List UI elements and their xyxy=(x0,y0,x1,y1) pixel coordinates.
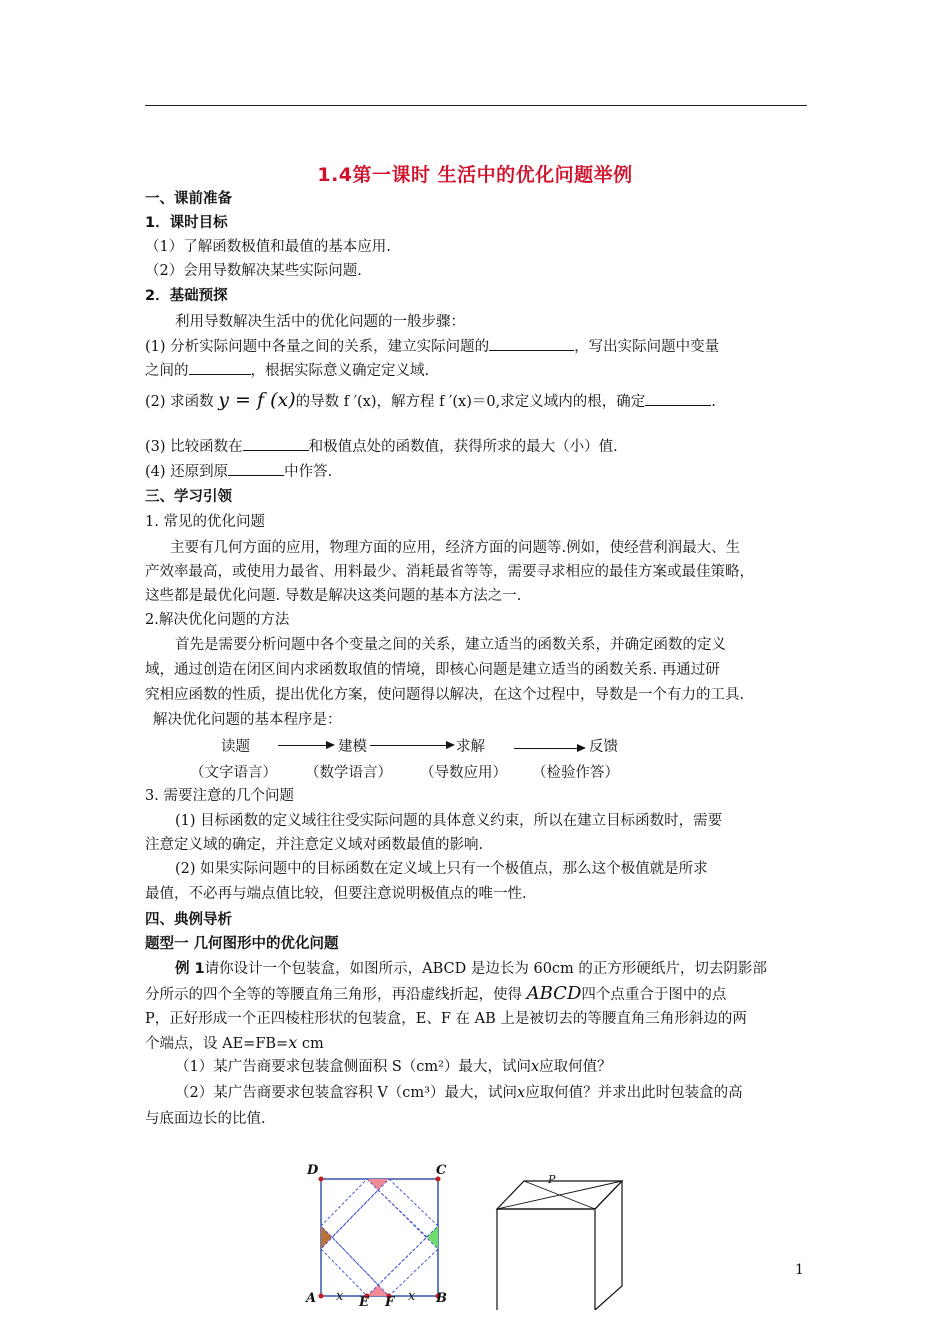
cut-triangle-right xyxy=(427,1226,438,1249)
topic-3-para-2a: (2) 如果实际问题中的目标函数在定义域上只有一个极值点，那么这个极值就是所求 xyxy=(175,861,708,877)
flow-note-3: （导数应用） xyxy=(420,765,507,781)
flow-step-feedback: 反馈 xyxy=(589,739,618,755)
step-2-text-c: . xyxy=(711,394,716,410)
question-2-var: x xyxy=(517,1085,526,1101)
cut-triangle-top xyxy=(367,1179,389,1190)
step-4-text-a: (4) 还原到原 xyxy=(145,464,229,480)
topic-2-para-1: 首先是需要分析问题中各个变量之间的关系，建立适当的函数关系，并确定函数的定义 xyxy=(175,637,726,653)
subsection-goals: 1．课时目标 xyxy=(145,215,228,231)
blank-3 xyxy=(645,392,711,406)
question-2 xyxy=(175,1083,743,1103)
var-x: x xyxy=(288,1033,298,1052)
topic-1-para-1: 主要有几何方面的应用，物理方面的应用，经济方面的问题等.例如，使经营利润最大、生 xyxy=(170,540,741,556)
label-a: A xyxy=(306,1291,317,1306)
flow-note-4: （检验作答） xyxy=(532,765,619,781)
topic-1-para-2: 产效率最高，或使用力最省、用料最少、消耗最省等等，需要寻求相应的最佳方案或最佳策略， xyxy=(145,564,754,580)
topic-3-para-1b: 注意定义域的确定，并注意定义域对函数最值的影响. xyxy=(145,837,484,853)
flow-note-1: （文字语言） xyxy=(190,765,277,781)
question-2-cont: 与底面边长的比值. xyxy=(145,1111,266,1127)
topic-3-heading: 3. 需要注意的几个问题 xyxy=(145,788,294,804)
subsection-preview: 2．基础预探 xyxy=(145,288,228,304)
point-a xyxy=(319,1294,324,1299)
step-1-text-c: 之间的 xyxy=(145,363,189,379)
topic-1-para-3: 这些都是最优化问题. 导数是解决这类问题的基本方法之一. xyxy=(145,588,522,604)
step-3-text-b: 和极值点处的函数值，获得所求的最大（小）值. xyxy=(308,439,618,455)
label-d: D xyxy=(307,1163,319,1178)
step-4-text-b: 中作答. xyxy=(284,464,333,480)
example-label: 例 1 xyxy=(175,961,205,977)
topic-2-para-3: 究相应函数的性质，提出优化方案，使问题得以解决，在这个过程中，导数是一个有力的工具. xyxy=(145,687,745,703)
formula-abcd: ABCD xyxy=(526,983,582,1004)
top-diagonal-2 xyxy=(524,1181,595,1209)
example-text-2a: 分所示的四个全等的等腰直角三角形，再沿虚线折起，使得 xyxy=(145,987,522,1003)
section-heading-4: 四、典例导析 xyxy=(145,912,232,928)
flow-arrow-3 xyxy=(514,748,584,749)
label-b: B xyxy=(436,1291,447,1306)
example-text-2b: 四个点重合于图中的点 xyxy=(581,987,727,1003)
step-2-text-a: (2) 求函数 xyxy=(145,394,214,410)
label-e: E xyxy=(359,1295,369,1310)
step-1-text-d: ，根据实际意义确定定义域. xyxy=(250,363,430,379)
goal-1: （1）了解函数极值和最值的基本应用. xyxy=(145,239,391,255)
section-heading-1: 一、课前准备 xyxy=(145,191,232,207)
example-line-2 xyxy=(145,984,726,1005)
page-number: 1 xyxy=(795,1262,804,1278)
section-heading-3: 三、学习引领 xyxy=(145,489,232,505)
step-3-text-a: (3) 比较函数在 xyxy=(145,439,243,455)
blank-4 xyxy=(243,437,309,451)
goal-2: （2）会用导数解决某些实际问题. xyxy=(145,263,362,279)
question-2-b: 应取何值？并求出此时包装盒的高 xyxy=(525,1085,743,1101)
label-f: F xyxy=(385,1295,395,1310)
question-1-b: 应取何值？ xyxy=(539,1059,612,1075)
example-line-3: P，正好形成一个正四棱柱形状的包装盒，E、F 在 AB 上是被切去的等腰直角三角形斜边的两 xyxy=(145,1011,747,1027)
step-1-text-b: ，写出实际问题中变量 xyxy=(574,339,720,355)
step-1-line-2 xyxy=(145,361,429,381)
question-2-a: （2）某广告商要求包装盒容积 V（cm³）最大，试问 xyxy=(175,1085,517,1101)
step-3-line xyxy=(145,437,618,457)
question-1-a: （1）某广告商要求包装盒侧面积 S（cm²）最大，试问 xyxy=(175,1059,531,1075)
box-figure xyxy=(490,1170,630,1310)
question-1 xyxy=(175,1057,612,1077)
box-side xyxy=(595,1181,622,1310)
topic-2-para-4: 解决优化问题的基本程序是： xyxy=(153,712,342,728)
step-1-text-a: (1) 分析实际问题中各量之间的关系，建立实际问题的 xyxy=(145,339,490,355)
topic-1-heading: 1. 常见的优化问题 xyxy=(145,514,265,530)
flow-note-2: （数学语言） xyxy=(305,765,392,781)
preview-intro: 利用导数解决生活中的优化问题的一般步骤： xyxy=(175,314,465,330)
flow-step-read: 读题 xyxy=(221,739,250,755)
example-text-4a: 个端点，设 AE=FB= xyxy=(145,1036,289,1052)
question-1-var: x xyxy=(530,1059,540,1075)
label-x-left: x xyxy=(336,1289,344,1304)
box-front xyxy=(497,1209,595,1310)
type-1-heading: 题型一 几何图形中的优化问题 xyxy=(145,936,339,952)
step-2-line xyxy=(145,390,716,412)
formula-y-fx: y = f (x) xyxy=(218,389,296,411)
example-text-1: 请你设计一个包装盒，如图所示，ABCD 是边长为 60cm 的正方形硬纸片，切去阴影部 xyxy=(204,961,767,977)
topic-2-heading: 2.解决优化问题的方法 xyxy=(145,612,290,628)
fold-lines xyxy=(321,1179,438,1296)
point-d xyxy=(319,1177,324,1182)
blank-5 xyxy=(228,462,284,476)
cut-triangle-left xyxy=(321,1226,332,1249)
flow-step-solve: 求解 xyxy=(456,739,485,755)
flow-arrow-2 xyxy=(370,745,453,746)
header-rule xyxy=(145,105,807,106)
topic-2-para-2: 域，通过创造在闭区间内求函数取值的情境，即核心问题是建立适当的函数关系. 再通过研 xyxy=(145,662,720,678)
step-4-line xyxy=(145,462,332,482)
flow-arrow-1 xyxy=(278,745,333,746)
example-line-4 xyxy=(145,1033,324,1054)
label-p: P xyxy=(548,1173,556,1186)
blank-1 xyxy=(489,337,574,351)
square-outline xyxy=(321,1179,438,1296)
topic-3-para-2b: 最值，不必再与端点值比较，但要注意说明极值点的唯一性. xyxy=(145,886,527,902)
example-text-4b: cm xyxy=(297,1036,324,1052)
label-x-right: x xyxy=(408,1289,416,1304)
blank-2 xyxy=(189,361,251,375)
label-c: C xyxy=(436,1163,447,1178)
page-title: 1.4第一课时 生活中的优化问题举例 xyxy=(317,164,633,186)
step-1-line-1 xyxy=(145,337,719,357)
example-line-1 xyxy=(175,959,767,979)
flow-step-model: 建模 xyxy=(338,739,367,755)
topic-3-para-1a: (1) 目标函数的定义域往往受实际问题的具体意义约束，所以在建立目标函数时，需要 xyxy=(175,813,723,829)
step-2-text-b: 的导数 f ′(x)，解方程 f ′(x)＝0,求定义域内的根，确定 xyxy=(295,394,646,410)
